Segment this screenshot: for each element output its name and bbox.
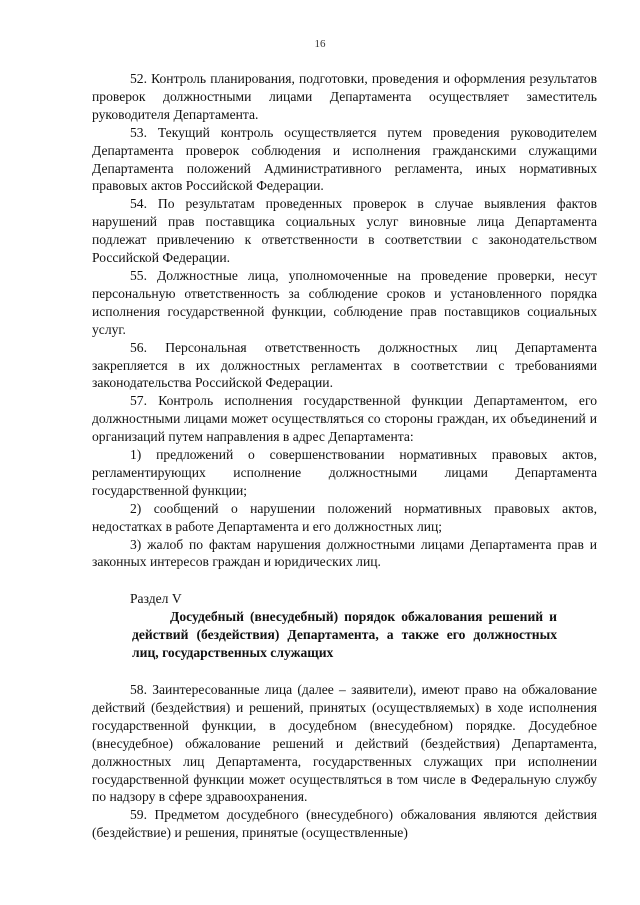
section-heading bbox=[92, 590, 597, 662]
paragraph-55: 55. Должностные лица, уполномоченные на проведение проверки, несут персональную ответственность за соблюдение сроков и установленного порядка исполнения государственной функции, соблюдение прав поставщиков социальных услуг. bbox=[92, 267, 597, 337]
paragraph-57: 57. Контроль исполнения государственной функции Департаментом, его должностными лицами может осуществляться со стороны граждан, их объединений и организаций путем направления в адрес Департамента: bbox=[92, 393, 597, 445]
section-title: Досудебный (внесудебный) порядок обжалования решений и действий (бездействия) Департамента, а также его должностных лиц, государственных служащих bbox=[132, 609, 557, 661]
section-label: Раздел V bbox=[130, 591, 182, 607]
list-item-1: 1) предложений о совершенствовании нормативных правовых актов, регламентирующих исполнение должностными лицами Департамента государственной функции; bbox=[92, 447, 597, 498]
paragraph-58: 58. Заинтересованные лица (далее – заявители), имеют право на обжалование действий (бездействия) и решений, принятых (осуществляемых) в ходе исполнения государственной функции, в досудебном (внесудебном) порядке. Досудебное (внесудебное) обжалование решений и действий (бездействия) Департамента, должностных лиц Департамента, государственных служащих при исполнении государственной функции может осуществляться в том числе в Федеральную службу по надзору в сфере здравоохранения. bbox=[92, 682, 597, 805]
paragraph-56: 56. Персональная ответственность должностных лиц Департамента закрепляется в их должностных регламентах в соответствии с требованиями законодательства Российской Федерации. bbox=[92, 339, 597, 391]
paragraph-53: 53. Текущий контроль осуществляется путем проведения руководителем Департамента проверок соблюдения и исполнения гражданскими служащими Департамента положений Административного регламента, иных нормативных правовых актов Российской Федерации. bbox=[92, 124, 597, 194]
list-item-2: 2) сообщений о нарушении положений нормативных правовых актов, недостатках в работе Департамента и его должностных лиц; bbox=[92, 500, 597, 534]
paragraph-59: 59. Предметом досудебного (внесудебного) обжалования являются действия (бездействие) и решения, принятые (осуществленные) bbox=[92, 807, 597, 841]
page-number: 16 bbox=[314, 38, 326, 50]
list-item-3: 3) жалоб по фактам нарушения должностными лицами Департамента прав и законных интересов граждан и юридических лиц. bbox=[92, 536, 597, 570]
paragraph-54: 54. По результатам проведенных проверок в случае выявления фактов нарушений прав поставщика социальных услуг виновные лица Департамента подлежат привлечению к ответственности в соответствии с законодательством Российской Федерации. bbox=[92, 196, 597, 266]
document-body bbox=[92, 70, 597, 842]
paragraph-52: 52. Контроль планирования, подготовки, проведения и оформления результатов проверок должностными лицами Департамента осуществляет заместитель руководителя Департамента. bbox=[92, 71, 597, 122]
